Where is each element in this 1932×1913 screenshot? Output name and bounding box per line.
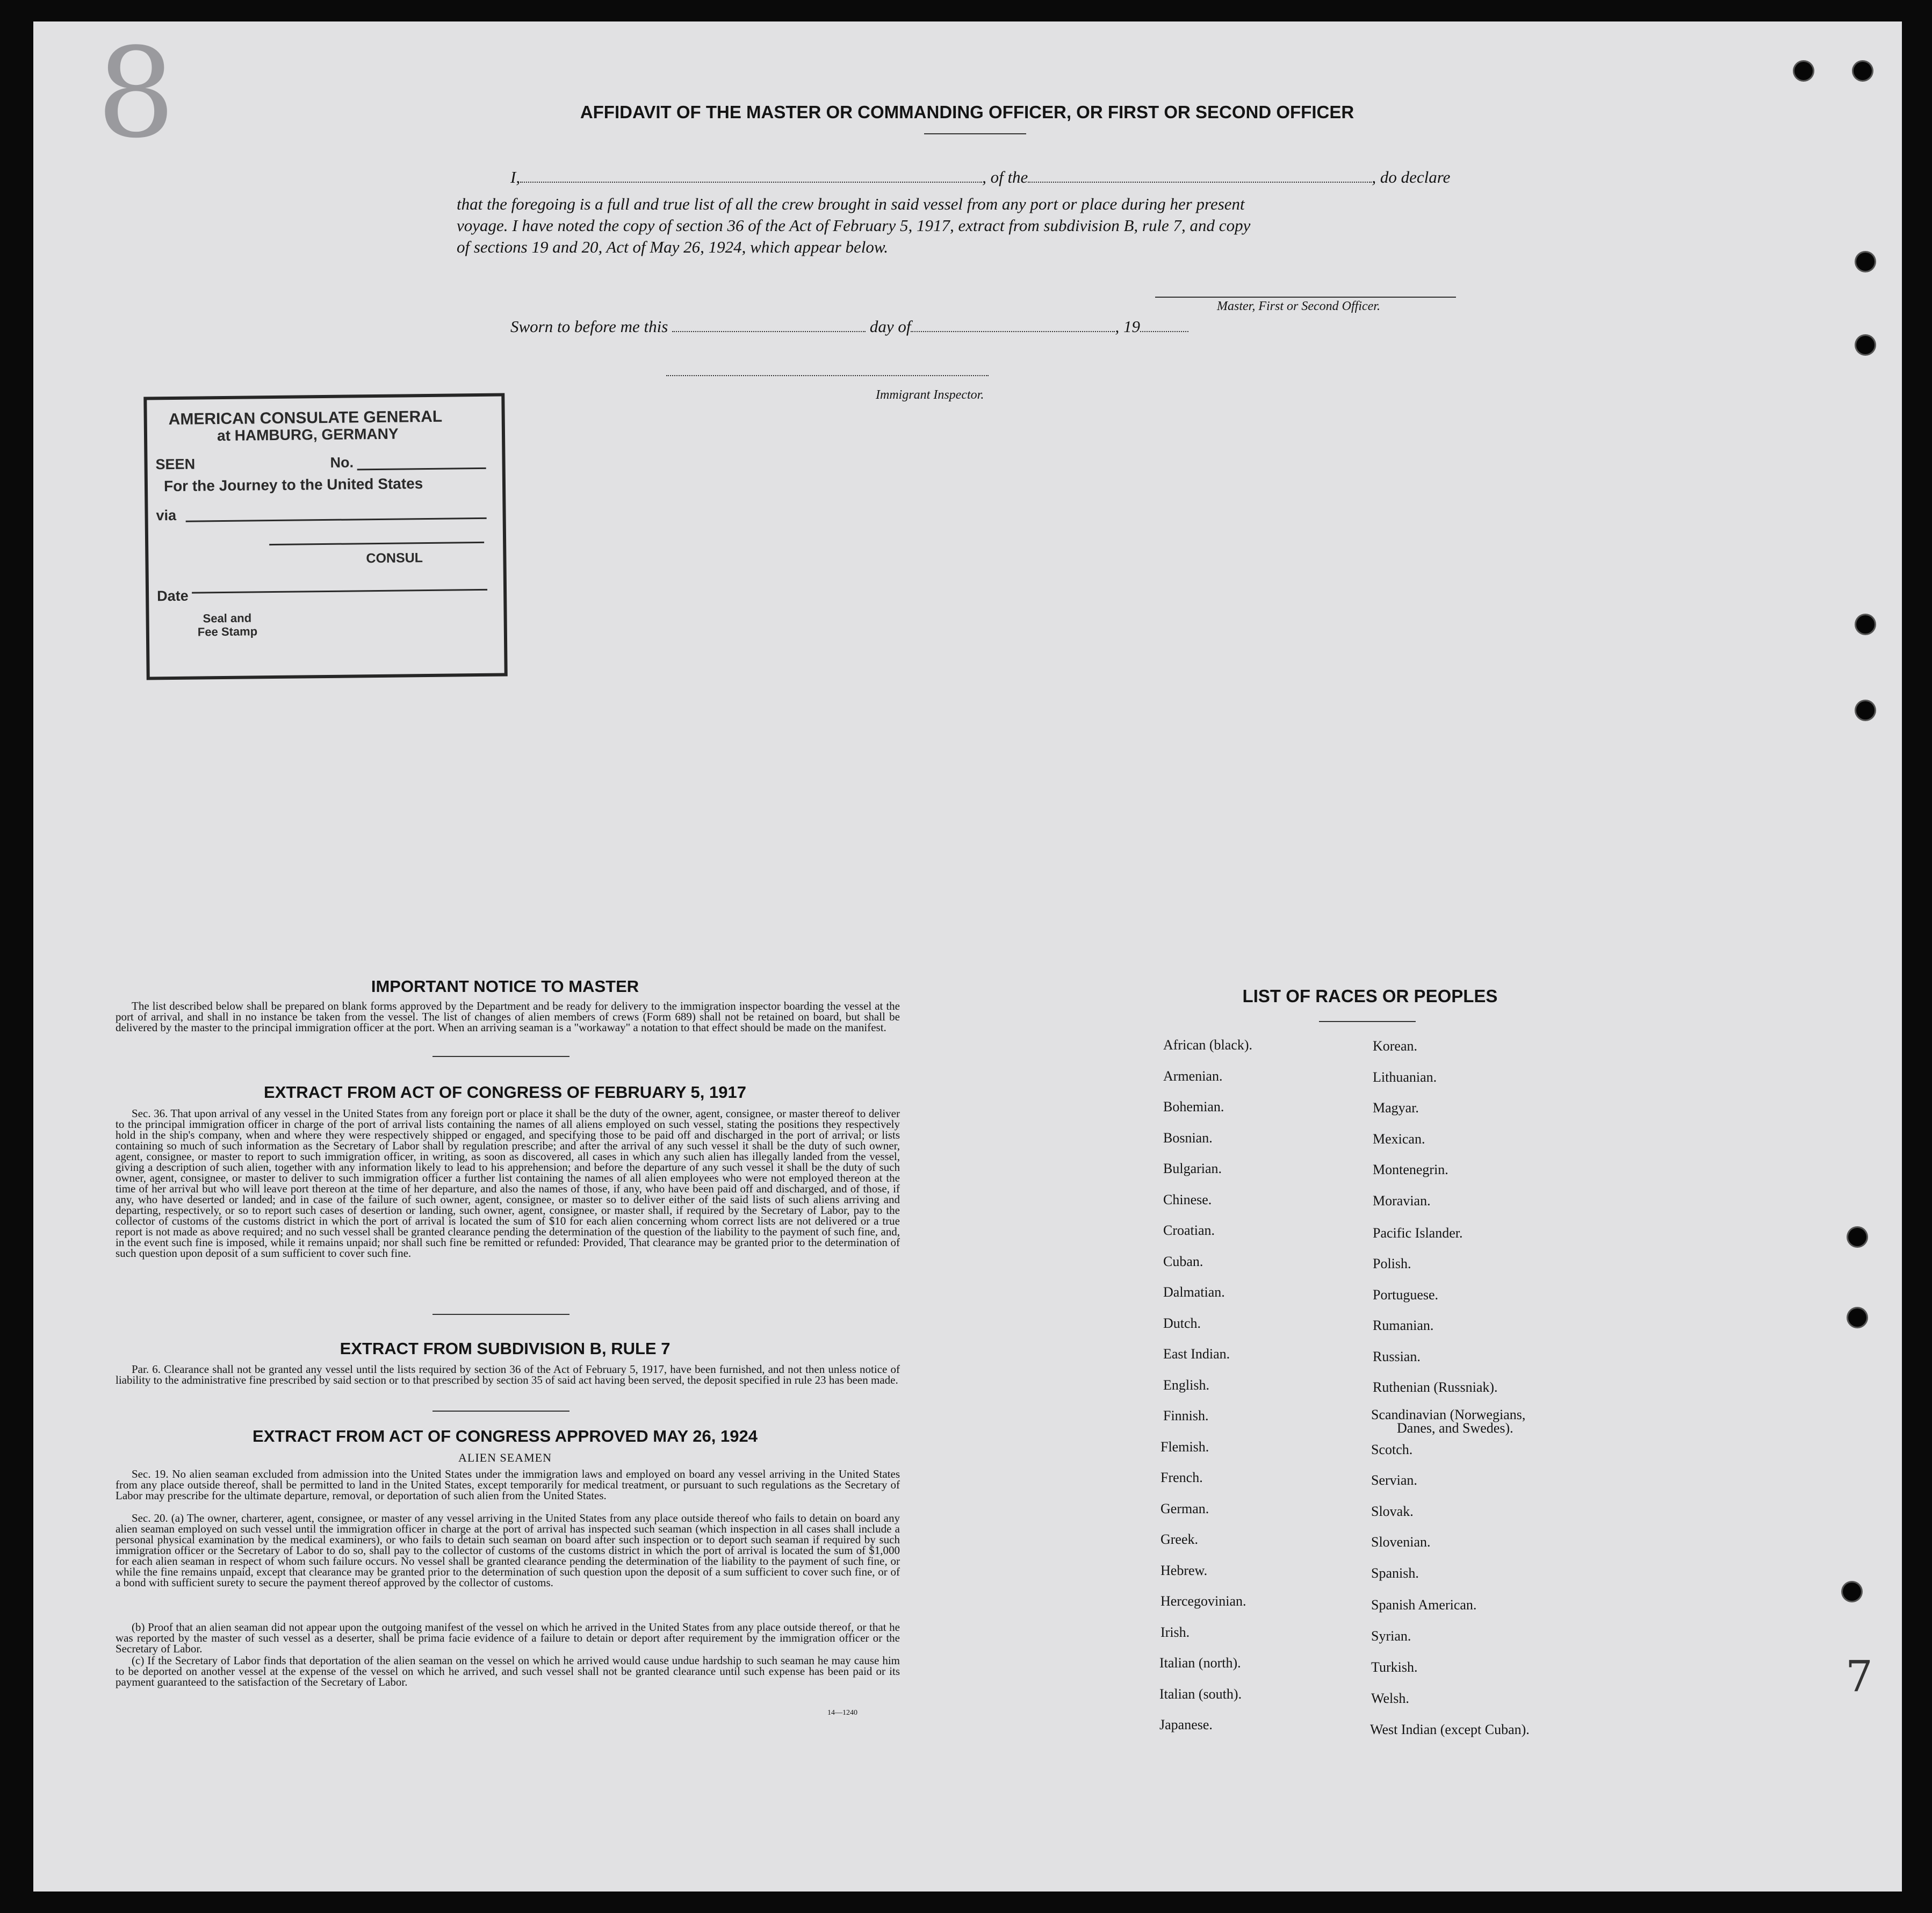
binder-hole-icon <box>1856 615 1875 634</box>
extract-1924-sec20a: Sec. 20. (a) The owner, charterer, agent, consignee, or master of any vessel arriving in the United States from any place outside thereof who fails to detain on board any alien seaman employed on such vessel until the immigration officer in charge at the port of arrival has inspected such seaman (which inspection in all cases shall include a personal physical examination by the medical examiners), or who fails to detain such seaman on board after such inspection or to deport such seaman if required by such immigration officer or the Secretary of Labor to do so, shall pay to the collector of customs of the customs district in which the port of arrival is located the sum of $1,000 for each alien seaman in respect of whom such failure occurs. No vessel shall be granted clearance pending the determination of the liability to the payment of such fine, or while the fine remains unpaid, except that clearance may be granted prior to the determination of such question upon the deposit of a sum sufficient to cover such fine, or of a bond with sufficient surety to secure the payment thereof approved by the collector of customs. <box>116 1512 900 1589</box>
title-rule <box>924 133 1026 134</box>
race-right-19: Syrian. <box>1371 1628 1411 1644</box>
stamp-seal-label-2: Fee Stamp <box>197 624 258 639</box>
race-left-13: Flemish. <box>1160 1439 1209 1455</box>
sworn-line: Sworn to before me this day of , 19 <box>510 317 1188 336</box>
affidavit-line-3: voyage. I have noted the copy of section 36 of the Act of February 5, 1917, extract from subdivision B, rule 7, and copy <box>457 216 1251 235</box>
race-right-5: Moravian. <box>1373 1193 1431 1209</box>
race-right-4: Montenegrin. <box>1373 1162 1448 1177</box>
affidavit-title: AFFIDAVIT OF THE MASTER OR COMMANDING OFFICER, OR FIRST OR SECOND OFFICER <box>580 102 1354 122</box>
stamp-via-label: via <box>156 507 177 524</box>
race-left-19: Irish. <box>1160 1624 1190 1640</box>
consulate-stamp <box>143 393 507 680</box>
race-right-9: Rumanian. <box>1373 1318 1434 1333</box>
binder-hole-icon <box>1854 62 1872 80</box>
race-left-18: Hercegovinian. <box>1160 1593 1246 1609</box>
race-right-7: Polish. <box>1373 1256 1411 1271</box>
stamp-location: at HAMBURG, GERMANY <box>217 425 399 444</box>
race-left-1: Armenian. <box>1163 1068 1223 1084</box>
vessel-blank[interactable] <box>1028 172 1372 183</box>
stamp-date-label: Date <box>156 587 189 605</box>
race-left-9: Dutch. <box>1163 1315 1201 1331</box>
race-left-12: Finnish. <box>1163 1408 1209 1423</box>
race-left-15: German. <box>1160 1501 1209 1516</box>
stamp-journey: For the Journey to the United States <box>163 475 423 495</box>
race-right-17: Spanish. <box>1371 1565 1419 1581</box>
race-left-6: Croatian. <box>1163 1222 1215 1238</box>
race-right-16: Slovenian. <box>1371 1534 1431 1550</box>
race-right-6: Pacific Islander. <box>1373 1225 1463 1241</box>
stamp-date-line <box>192 589 487 594</box>
stamp-seal-label-1: Seal and <box>203 611 252 625</box>
race-right-21: Welsh. <box>1371 1691 1409 1706</box>
margin-number-top-left: 8 <box>97 22 176 166</box>
master-signature-line[interactable] <box>1155 297 1456 298</box>
race-left-11: English. <box>1163 1377 1209 1393</box>
race-left-22: Japanese. <box>1159 1717 1213 1732</box>
margin-number-bottom-right: 7 <box>1846 1651 1873 1701</box>
race-right-20: Turkish. <box>1371 1659 1418 1675</box>
race-left-16: Greek. <box>1160 1531 1199 1547</box>
rule7-divider <box>432 1411 569 1412</box>
race-right-1: Lithuanian. <box>1373 1069 1437 1085</box>
extract-1917-title: EXTRACT FROM ACT OF CONGRESS OF FEBRUARY 5, 1917 <box>264 1083 746 1102</box>
race-left-0: African (black). <box>1163 1037 1253 1053</box>
race-left-3: Bosnian. <box>1163 1130 1213 1146</box>
extract-1917-divider <box>432 1314 569 1315</box>
affidavit-line-1: I, , of the , do declare <box>510 168 1451 186</box>
notice-title: IMPORTANT NOTICE TO MASTER <box>371 977 639 996</box>
document-page <box>33 21 1902 1892</box>
race-left-21: Italian (south). <box>1159 1686 1242 1702</box>
binder-hole-icon <box>1856 253 1875 271</box>
name-blank[interactable] <box>520 172 982 183</box>
affidavit-line-2: that the foregoing is a full and true list of all the crew brought in said vessel from any port or place during her present <box>457 195 1245 213</box>
race-right-22: West Indian (except Cuban). <box>1370 1722 1530 1737</box>
binder-hole-icon <box>1848 1308 1866 1327</box>
race-right-18: Spanish American. <box>1371 1597 1477 1613</box>
race-right-2: Magyar. <box>1373 1100 1419 1116</box>
race-right-3: Mexican. <box>1373 1131 1425 1147</box>
race-left-2: Bohemian. <box>1163 1099 1224 1114</box>
race-right-12: Scandinavian (Norwegians, <box>1371 1407 1526 1422</box>
binder-hole-icon <box>1794 62 1813 80</box>
binder-hole-icon <box>1843 1583 1861 1601</box>
stamp-consulate-name: AMERICAN CONSULATE GENERAL <box>168 407 443 429</box>
race-right-11: Ruthenian (Russniak). <box>1373 1379 1498 1395</box>
sworn-day-blank[interactable] <box>672 321 866 332</box>
race-left-10: East Indian. <box>1163 1346 1230 1362</box>
rule7-title: EXTRACT FROM SUBDIVISION B, RULE 7 <box>340 1339 671 1358</box>
binder-hole-icon <box>1848 1228 1866 1246</box>
race-left-4: Bulgarian. <box>1163 1161 1222 1176</box>
stamp-no-line <box>357 468 486 471</box>
stamp-consul-label: CONSUL <box>366 550 423 566</box>
extract-1917-text: Sec. 36. That upon arrival of any vessel in the United States from any foreign port or place it shall be the duty of the owner, agent, consignee, or master thereof to deliver to the principal immigration officer in charge of the port of arrival lists containing the names of all aliens employed on such vessel, stating the positions they respectively hold in the ship's company, when and where they were respectively shipped or engaged, and specifying those to be paid off and discharged in the port of arrival; or lists containing so much of such information as the Secretary of Labor shall by regulation prescribe; and after the arrival of any such vessel it shall be the duty of such owner, agent, consignee, or master to report to such immigration officer, in writing, as soon as discovered, all cases in which any such alien has illegally landed from the vessel, giving a description of such alien, together with any information likely to lead to his apprehension; and before the departure of any such vessel it shall be the duty of such owner, agent, consignee, or master to deliver to such immigration officer a further list containing the names of all alien employees who were not employed thereon at the time of her arrival but who will leave port thereon at the time of her departure, and also the names of those, if any, who have been paid off and discharged, and of those, if any, who have deserted or landed; and in case of the failure of such owner, agent, consignee, or master so to deliver either of the said lists of such aliens arriving and departing, respectively, or so to report such cases of desertion or landing, such owner, agent, consignee, or master shall, if required by the Secretary of Labor, pay to the collector of customs of the customs district in which the port of arrival is located the sum of $10 for each alien concerning whom correct lists are not delivered or a true report is not made as above required; and no such vessel shall be granted clearance pending the determination of the question of the liability to the payment of such fine, and, in the event such fine is imposed, while it remains unpaid; nor shall such fine be remitted or refunded: Provided, That clearance may be granted prior to the determination of such question upon deposit of a sum sufficient to cover such fine. <box>116 1107 900 1260</box>
extract-1924-title: EXTRACT FROM ACT OF CONGRESS APPROVED MAY 26, 1924 <box>253 1427 758 1445</box>
stamp-via-line <box>186 517 487 522</box>
races-title: LIST OF RACES OR PEOPLES <box>1242 986 1498 1006</box>
race-left-8: Dalmatian. <box>1163 1284 1225 1300</box>
extract-1924-sec20c: (c) If the Secretary of Labor finds that deportation of the alien seaman on the vessel on which he arrived would cause undue hardship to such seaman he may cause him to be deported on another vessel at the expense of the vessel on which he arrived, and such vessel shall not be granted clearance until such expense has been paid or its payment guaranteed to the satisfaction of the Secretary of Labor. <box>116 1654 900 1688</box>
inspector-signature-line[interactable] <box>666 375 989 376</box>
stamp-no-label: No. <box>330 454 354 471</box>
extract-1924-sec20b: (b) Proof that an alien seaman did not appear upon the outgoing manifest of the vessel on which he arrived in the United States from any place outside thereof, or that he was reported by the master of such vessel as a deserter, shall be prima facie evidence of a failure to detain or deport after requirement by the immigration officer or the Secretary of Labor. <box>116 1621 900 1655</box>
extract-1924-subtitle: ALIEN SEAMEN <box>458 1451 552 1464</box>
race-left-17: Hebrew. <box>1160 1563 1208 1578</box>
master-signature-label: Master, First or Second Officer. <box>1217 299 1380 313</box>
form-number: 14—1240 <box>827 1709 857 1717</box>
race-left-14: French. <box>1160 1470 1203 1485</box>
notice-divider <box>432 1056 569 1057</box>
race-left-20: Italian (north). <box>1159 1655 1241 1671</box>
extract-1924-sec19: Sec. 19. No alien seaman excluded from admission into the United States under the immigration laws and employed on board any vessel arriving in the United States from any place outside thereof, shall be permitted to land in the United States, except temporarily for medical treatment, or pursuant to such regulations as the Secretary of Labor may prescribe for the ultimate departure, removal, or deportation of such alien from the United States. <box>116 1468 900 1502</box>
race-right-13: Scotch. <box>1371 1442 1413 1457</box>
sworn-month-blank[interactable] <box>911 321 1115 332</box>
inspector-signature-label: Immigrant Inspector. <box>876 388 984 402</box>
race-right-15: Slovak. <box>1371 1504 1414 1519</box>
binder-hole-icon <box>1856 701 1875 720</box>
races-title-rule <box>1319 1021 1416 1022</box>
notice-text: The list described below shall be prepared on blank forms approved by the Department and be ready for delivery to the immigration inspector boarding the vessel at the port of arrival, and shall in no instance be taken from the vessel. The list of changes of alien members of crews (Form 689) shall not be retained on board, but shall be delivered by the master to the principal immigration officer at the port. When an arriving seaman is a "workaway" a notation to that effect should be made on the manifest. <box>116 999 900 1034</box>
race-right-10: Russian. <box>1373 1349 1421 1364</box>
race-left-7: Cuban. <box>1163 1254 1203 1269</box>
stamp-seen-label: SEEN <box>155 456 196 473</box>
sworn-year-blank[interactable] <box>1140 321 1188 332</box>
race-right-8: Portuguese. <box>1373 1287 1439 1303</box>
rule7-text: Par. 6. Clearance shall not be granted any vessel until the lists required by section 36 of the Act of February 5, 1917, have been furnished, and not then unless notice of liability to the administrative fine prescribed by said section or to that prescribed by section 35 of said act having been served, the deposit specified in rule 23 has been made. <box>116 1363 900 1386</box>
race-right-12-cont: Danes, and Swedes). <box>1397 1420 1513 1436</box>
race-left-5: Chinese. <box>1163 1192 1212 1207</box>
binder-hole-icon <box>1856 336 1875 354</box>
affidavit-line-4: of sections 19 and 20, Act of May 26, 1924, which appear below. <box>457 238 889 256</box>
stamp-consul-line <box>269 542 484 545</box>
race-right-14: Servian. <box>1371 1472 1417 1488</box>
race-right-0: Korean. <box>1373 1038 1418 1054</box>
